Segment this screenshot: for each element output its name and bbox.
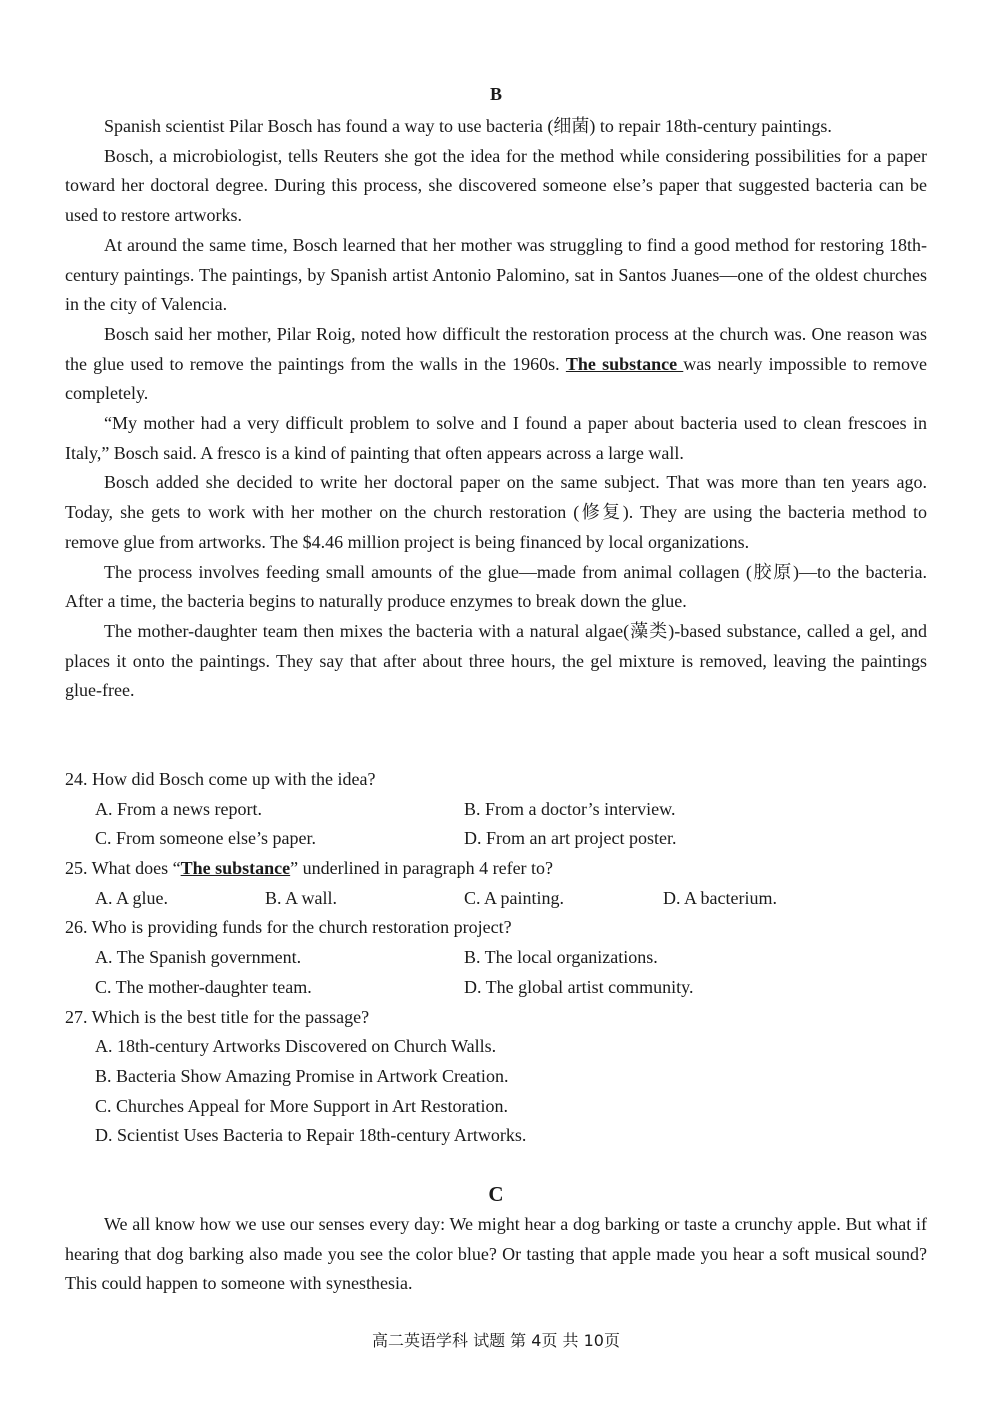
underlined-phrase: The substance [565, 353, 684, 374]
paragraph-text: The process involves feeding small amounts of the glue—made from animal collagen (胶原)—to the bacteria. After a time, the bacteria begins to naturally produce enzymes to break down the glue. [65, 561, 927, 612]
paragraph-text: was nearly impossible to remove completely. [65, 353, 927, 404]
option-24-a: A. From a news report. [95, 798, 262, 819]
passage-paragraph [65, 112, 927, 142]
stem-text: 25. What does “ [65, 858, 181, 879]
option-row [65, 795, 927, 825]
paragraph-text: We all know how we use our senses every day: We might hear a dog barking or taste a crunchy apple. But what if hearing that dog barking also made you see the color blue? Or tasting that apple made you hear a soft musical sound? This could happen to someone with synesthesia. [65, 1214, 927, 1294]
option-27-a: A. 18th-century Artworks Discovered on Church Walls. [95, 1036, 497, 1057]
paragraph-text: Bosch said her mother, Pilar Roig, noted how difficult the restoration process at the church was. One reason was the glue used to remove the paintings from the walls in the 1960s. [65, 323, 927, 374]
section-c-title: C [488, 1182, 504, 1206]
option-27-c: C. Churches Appeal for More Support in Art Restoration. [95, 1095, 508, 1116]
option-25-a: A. A glue. [95, 887, 169, 908]
option-row [65, 943, 927, 973]
paragraph-text: Spanish scientist Pilar Bosch has found a way to use bacteria (细菌) to repair 18th-century paintings. [104, 116, 832, 136]
passage-paragraph [65, 1210, 927, 1299]
passage-b [65, 112, 927, 706]
option-25-d: D. A bacterium. [663, 887, 777, 908]
question-27-stem: 27. Which is the best title for the passage? [65, 1006, 370, 1027]
passage-paragraph [65, 142, 927, 231]
paragraph-text: At around the same time, Bosch learned that her mother was struggling to find a good method for restoring 18th-century paintings. The paintings, by Spanish artist Antonio Palomino, sat in Santos Juanes—one of the oldest churches in the city of Valencia. [65, 234, 927, 315]
option-24-c: C. From someone else’s paper. [95, 828, 316, 849]
question-24-stem: 24. How did Bosch come up with the idea? [65, 769, 376, 789]
option-26-a: A. The Spanish government. [95, 947, 302, 968]
page-footer: 高二英语学科 试题 第 4页 共 10页 [372, 1331, 620, 1350]
option-26-c: C. The mother-daughter team. [95, 976, 312, 997]
option-25-c: C. A painting. [464, 887, 565, 908]
underlined-phrase: The substance [180, 858, 291, 879]
option-27-d: D. Scientist Uses Bacteria to Repair 18th-century Artworks. [95, 1125, 527, 1146]
question-25-stem [65, 854, 927, 884]
passage-paragraph [65, 468, 927, 557]
option-row [65, 824, 927, 854]
stem-text: ” underlined in paragraph 4 refer to? [290, 858, 554, 879]
passage-c [65, 1210, 927, 1299]
question-list [65, 765, 927, 1151]
option-row [65, 884, 927, 914]
paragraph-text: “My mother had a very difficult problem to solve and I found a paper about bacteria used to clean frescoes in Italy,” Bosch said. A fresco is a kind of painting that often appears across a large wall. [65, 413, 927, 463]
option-24-d: D. From an art project poster. [464, 828, 677, 849]
passage-paragraph [65, 320, 927, 409]
paragraph-text: Bosch added she decided to write her doctoral paper on the same subject. That was more than ten years ago. Today, she gets to work with her mother on the church restoration (修复). They are using the bacteria method to remove glue from artworks. The $4.46 million project is being financed by local organizations. [65, 472, 927, 552]
option-24-b: B. From a doctor’s interview. [464, 798, 676, 819]
option-25-b: B. A wall. [265, 887, 338, 908]
section-b-title: B [489, 84, 502, 104]
option-row [65, 973, 927, 1003]
paragraph-text: The mother-daughter team then mixes the bacteria with a natural algae(藻类)-based substance, called a gel, and places it onto the paintings. They say that after about three hours, the gel mixture is removed, leaving the paintings glue-free. [65, 620, 927, 701]
passage-paragraph [65, 558, 927, 617]
option-26-b: B. The local organizations. [464, 947, 658, 968]
option-27-b: B. Bacteria Show Amazing Promise in Artwork Creation. [95, 1065, 509, 1086]
passage-paragraph [65, 617, 927, 706]
passage-paragraph [65, 409, 927, 468]
paragraph-text: Bosch, a microbiologist, tells Reuters she got the idea for the method while considering possibilities for a paper toward her doctoral degree. During this process, she discovered someone else’s paper that suggested bacteria can be used to restore artworks. [65, 145, 927, 226]
passage-paragraph [65, 231, 927, 320]
option-26-d: D. The global artist community. [464, 976, 694, 997]
question-26-stem: 26. Who is providing funds for the church restoration project? [65, 917, 512, 938]
